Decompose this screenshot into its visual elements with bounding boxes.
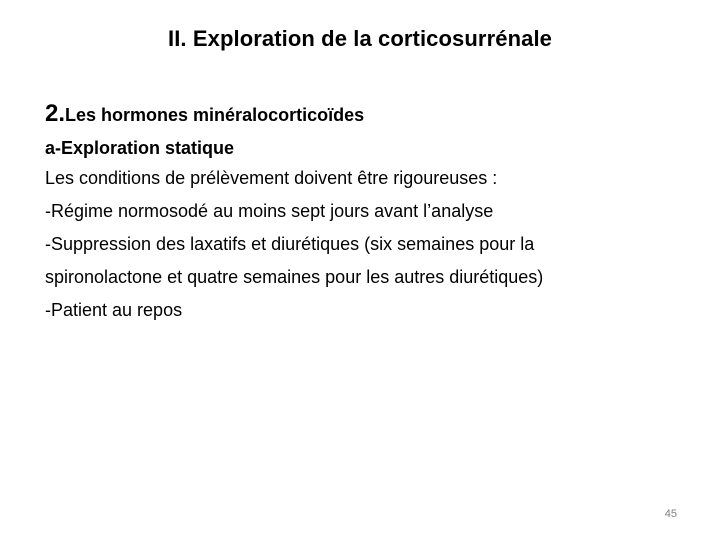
body-line: -Régime normosodé au moins sept jours avant l’analyse — [45, 201, 494, 221]
section-number: 2. — [45, 100, 66, 127]
body-line: -Patient au repos — [45, 300, 183, 320]
body-text — [45, 162, 685, 327]
page-number: 45 — [664, 508, 677, 520]
section-heading — [45, 100, 685, 128]
body-line: -Suppression des laxatifs et diurétiques (six semaines pour la — [45, 234, 535, 254]
section-title: Les hormones minéralocorticoïdes — [65, 105, 365, 125]
slide-title: II. Exploration de la corticosurrénale — [167, 26, 553, 51]
subsection-heading: a-Exploration statique — [45, 138, 235, 158]
body-line: spironolactone et quatre semaines pour les autres diurétiques) — [45, 267, 544, 287]
body-line: Les conditions de prélèvement doivent être rigoureuses : — [45, 168, 498, 188]
slide-body — [45, 100, 685, 327]
